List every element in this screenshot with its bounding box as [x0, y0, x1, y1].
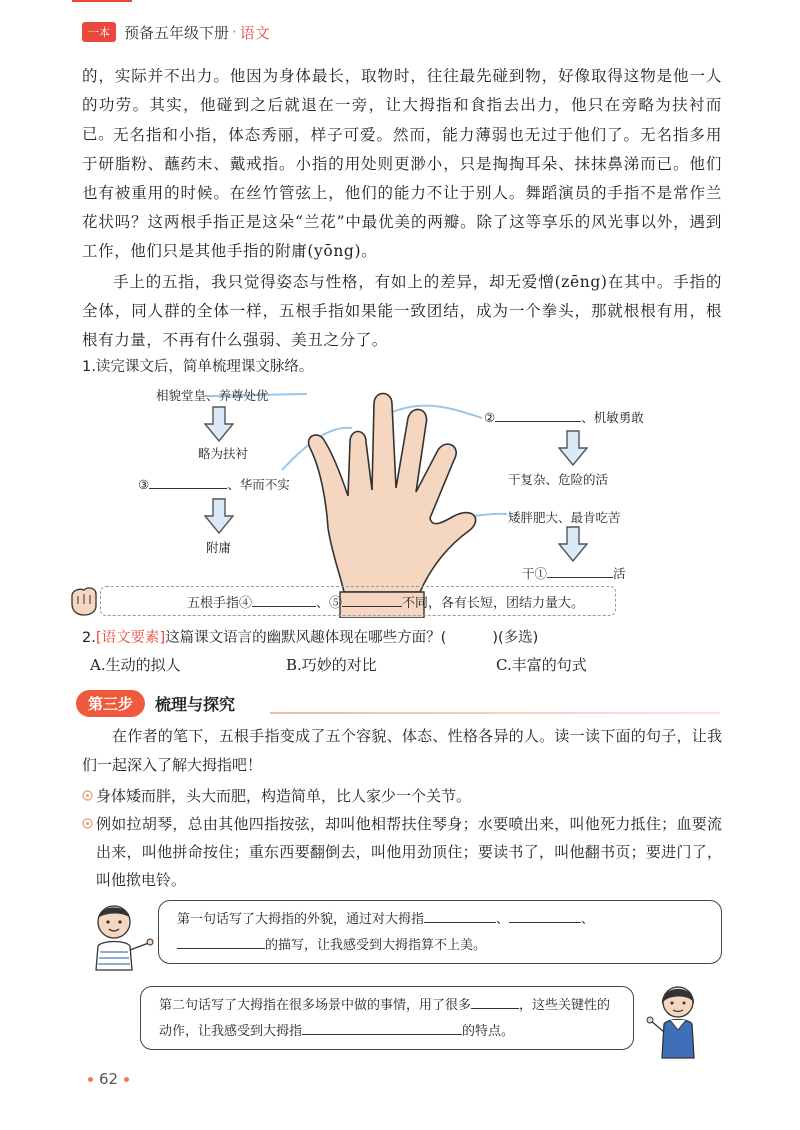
option-c[interactable]: C.丰富的句式	[496, 656, 587, 674]
question-1-text: 读完课文后，简单梳理课文脉络。	[95, 359, 314, 375]
bubble-1-sep1: 、	[496, 912, 510, 927]
blank-1-row	[522, 564, 626, 582]
boy-avatar-icon	[84, 900, 154, 972]
blank-2-number: ②	[484, 410, 496, 425]
step-banner	[76, 688, 235, 718]
blank-2-suffix: 、机敏勇敢	[581, 410, 644, 425]
blank-5-input[interactable]	[342, 595, 402, 607]
page-header	[82, 18, 270, 46]
blank-3-row	[138, 475, 290, 493]
question-1	[82, 355, 313, 376]
step-pill: 第三步	[76, 690, 145, 717]
bubble-1-blank-c[interactable]	[177, 937, 265, 949]
quote-marker-icon	[82, 818, 93, 829]
page-dot-right	[124, 1077, 129, 1082]
bubble-1-part1: 第一句话写了大拇指的外貌，通过对大拇指	[177, 912, 425, 927]
bubble-2-blank-a[interactable]	[471, 997, 519, 1009]
bubble-2-part3: 的特点。	[462, 1024, 515, 1039]
brand-tag: 一本	[82, 22, 116, 42]
question-2-options	[90, 654, 710, 675]
blank-1-prefix: 干①	[522, 566, 548, 581]
blank-4-input[interactable]	[252, 595, 316, 607]
quote-marker-icon	[82, 790, 93, 801]
quote-1	[82, 782, 722, 810]
arrow-down-icon	[558, 526, 588, 562]
arrow-down-icon	[204, 406, 234, 442]
blank-3-input[interactable]	[149, 477, 227, 489]
label-dangerous-work: 干复杂、危险的活	[508, 472, 609, 487]
hand-diagram	[82, 378, 722, 618]
step-title: 梳理与探究	[155, 694, 236, 714]
quote-2	[82, 810, 722, 894]
bubble-2-blank-b[interactable]	[302, 1023, 462, 1035]
page-number	[82, 1070, 135, 1088]
option-b[interactable]: B.巧妙的对比	[286, 656, 377, 674]
summary-suffix: 不同，各有长短，团结力量大。	[402, 595, 585, 611]
label-support: 略为扶衬	[198, 446, 249, 461]
blank-2-input[interactable]	[495, 410, 581, 422]
arrow-down-icon	[558, 430, 588, 466]
label-middle-finger: 相貌堂皇、养尊处优	[156, 388, 269, 403]
question-2-tag: [语文要素]	[95, 630, 166, 646]
bubble-1-sep2: 、	[581, 912, 595, 927]
question-2	[82, 626, 538, 647]
speech-bubble-1	[158, 900, 722, 964]
top-edge-decoration	[0, 0, 800, 6]
question-1-number: 1.	[82, 359, 96, 375]
summary-sep: 、⑤	[316, 595, 343, 611]
summary-box	[100, 586, 616, 616]
paragraph-2: 无名指和小指，体态秀丽，样子可爱。然而，能力薄弱也无过于他们了。无名指多用于研脂粉、蘸药末、戴戒指。小指的用处则更渺小，只是掏掏耳朵、抹抹鼻涕而已。他们也有被重用的时候。在丝竹管弦上，他们的能力不让于别人。舞蹈演员的手指不是常作兰花状吗？这两根手指正是这朵“兰花”中最优美的两瓣。除了这等享乐的风光事以外，遇到工作，他们只是其他手指的附庸(yōng)。	[82, 126, 722, 260]
bubble-1-blank-b[interactable]	[509, 911, 581, 923]
page-dot-left	[88, 1077, 93, 1082]
book-title: 预备五年级下册	[124, 23, 230, 42]
question-2-number: 2.	[82, 630, 96, 646]
header-separator: ·	[232, 23, 237, 41]
arrow-down-icon	[204, 498, 234, 534]
blank-1-input[interactable]	[547, 566, 613, 578]
girl-avatar-icon	[642, 980, 712, 1060]
blank-3-number: ③	[138, 477, 150, 492]
label-appendage: 附庸	[206, 540, 232, 555]
bubble-2-part2: ，这些关键性的动作，让我感受到大拇指	[159, 998, 611, 1039]
blank-2-row	[484, 408, 644, 426]
summary-prefix: 五根手指④	[187, 595, 253, 611]
question-2-end: )(多选)	[492, 630, 539, 646]
label-thumb-traits: 矮胖肥大、最肯吃苦	[508, 510, 621, 525]
fist-icon	[66, 582, 102, 618]
bubble-1-part2: 的描写，让我感受到大拇指算不上美。	[265, 938, 487, 953]
quote-1-text: 身体矮而胖，头大而肥，构造简单，比人家少一个关节。	[96, 787, 472, 805]
paragraph-1: 的，实际并不出力。他因为身体最长，取物时，往往最先碰到物，好像取得这物是他一人的功劳。其实，他碰到之后就退在一旁，让大拇指和食指去出力，他只在旁略为扶衬而已。	[82, 67, 722, 143]
page-number-text: 62	[99, 1070, 119, 1088]
paragraph-3: 手上的五指，我只觉得姿态与性格，有如上的差异，却无爱憎(zēng)在其中。手指的全体，同人群的全体一样，五根手指如果能一致团结，成为一个拳头，那就根根有用，根根有力量，不再有什么强弱、美丑之分了。	[82, 273, 722, 349]
blank-1-suffix: 活	[613, 566, 626, 581]
bubble-2-part1: 第二句话写了大拇指在很多场景中做的事情，用了很多	[159, 998, 472, 1013]
quote-2-text: 例如拉胡琴，总由其他四指按弦，却叫他相帮扶住琴身；水要喷出来，叫他死力抵住；血要流出来，叫他拼命按住；重东西要翻倒去，叫他用劲顶住；要读书了，叫他翻书页；要进门了，叫他揿电铃。	[96, 815, 722, 889]
bubble-1-blank-a[interactable]	[424, 911, 496, 923]
step-divider	[270, 712, 720, 714]
blank-3-suffix: 、华而不实	[227, 477, 290, 492]
option-a[interactable]: A.生动的拟人	[90, 656, 181, 674]
intro-paragraph: 在作者的笔下，五根手指变成了五个容貌、体态、性格各异的人。读一读下面的句子，让我们一起深入了解大拇指吧！	[82, 727, 722, 774]
speech-bubble-2	[140, 986, 634, 1050]
subject-label: 语文	[239, 23, 270, 42]
question-2-text: 这篇课文语言的幽默风趣体现在哪些方面？(	[165, 630, 447, 646]
